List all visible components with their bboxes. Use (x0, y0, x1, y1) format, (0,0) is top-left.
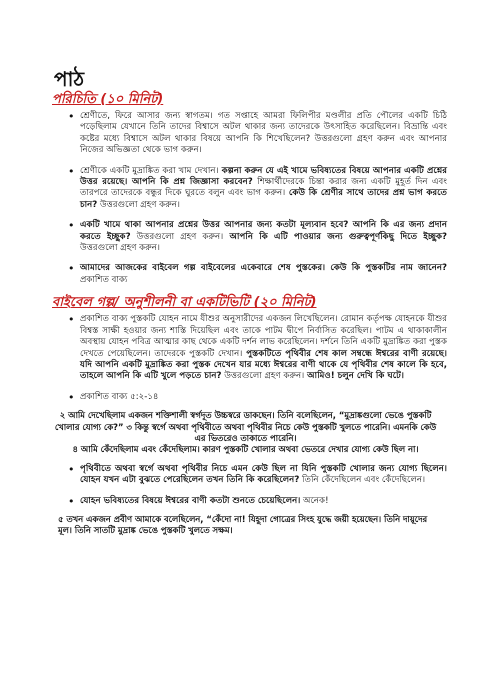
verse-number: ২ (59, 410, 66, 421)
item-text: শ্রেণীতে, ফিরে আসার জন্য স্বাগতম। গত সপ্তাহে আমরা ফিলিপীর মণ্ডলীর প্রতি পৌলের একটি চিঠি পড়েছিলাম যেখানে তিনি তাদের বিশ্বাসে অটল থাকার জন্য তাদেরকে উৎসাহিত করেছিলেন। বিভ্রান্তি এবং কষ্টের মধ্যে বিশ্বাসে অটল থাকার বিষয়ে আপনি কি শিখেছিলেন? (80, 111, 447, 144)
item-text: শ্রেণীকে একটি মুদ্রাঙ্কিত করা খাম দেখান। (80, 165, 219, 176)
verse-number: ৫ (58, 513, 64, 524)
verse-number: ৪ (72, 444, 78, 455)
section-heading-intro: পরিচিতি (১০ মিনিট) (52, 92, 164, 107)
verse-text: আমি দেখেছিলাম একজন শক্তিশালী স্বর্গদূত উচ্চস্বরে ডাকছেন। তিনি বলেছিলেন, “মুদ্রাঙ্কগুলো ভেঙে পুস্তকটি খোলার যোগ্য কে?” (54, 410, 432, 432)
item-text: উত্তরগুলো গ্রহণ করুন। (221, 371, 305, 382)
item-bold-text: পৃথিবীতে অথবা স্বর্গে অথবা পৃথিবীর নিচে এমন কেউ ছিল না যিনি পুস্তকটি খোলার জন্য যোগ্য ছিলেন। যোহন যখন এটা বুঝতে পেরেছিলেন তখন তিনি কি করেছিলেন? (80, 463, 447, 486)
verse-block-2-3 (50, 410, 441, 456)
verse-text: তখন একজন প্রবীণ আমাকে বলেছিলেন, “কেঁদো না! যিহূদা গোত্রের সিংহ যুদ্ধে জয়ী হয়েছেন। তিনি দায়ূদের মূল। তিনি সাতটি মুদ্রাঙ্ক ভেঙে পুস্তকটি খুলতে সক্ষম। (58, 513, 428, 536)
item-text: প্রকাশিত বাক্য পুস্তকটি যোহন নামে যীশুর অনুসারীদের একজন লিখেছিলেন। রোমান কর্তৃপক্ষ যোহনকে যীশুর বিশ্বস্ত সাক্ষী হওয়ার জন্য শাস্তি দিয়েছিল এবং তাকে পাটম দ্বীপে নির্বাসিত করেছিল। পাটম এ থাকাকালীন অবস্থায় যোহন পবিত্র আত্মার কাছ থেকে একটি দর্শন লাভ করেছিলেন। দর্শনে তিনি একটি মুদ্রাঙ্কিত করা পুস্তক দেখতে পেয়েছিলেন। (80, 314, 447, 359)
list-item (80, 314, 447, 382)
verse-text: কিন্তু স্বর্গে অথবা পৃথিবীতে অথবা পৃথিবীর নিচে কেউ পুস্তকটি খুলতে পারেনি। এমনকি কেউ এর ভিতরেও তাকাতে পারেনি। (131, 421, 437, 443)
item-text: শিক্ষার্থীদেরকে চিন্তা করার জন্য একটি মুহূর্ত দিন এবং তারপরে তাদেরকে বন্ধুর দিকে ঘুরতে বলুন এবং ভাগ করুন। (80, 177, 447, 199)
page-title: পাঠ (54, 67, 85, 91)
list-item (80, 166, 447, 212)
list-item (80, 464, 447, 487)
item-text: উত্তরগুলো গ্রহণ করুন। (130, 231, 224, 242)
item-text: প্রকাশিত বাক্য (80, 274, 128, 285)
item-text: তাদেরকে পুস্তকটি দেখান। (150, 348, 243, 359)
item-bold-text: যোহন ভবিষ্যতের বিষয়ে ঈশ্বরের বাণী কতটা শুনতে চেয়েছিলেন। (80, 495, 301, 506)
verse-number: ৩ (126, 421, 132, 432)
intro-list (50, 111, 447, 286)
item-bold-text: একটি খামে থাকা আপনার প্রশ্নের উত্তর আপনার জন্য কতটা মূল্যবান হবে? (80, 220, 349, 231)
item-bold-text: কল্পনা করুন যে এই খামে ভবিষ্যতের বিষয়ে আপনার একটি প্রশ্নের উত্তর রয়েছে। আপনি কি প্রশ্ন জিজ্ঞাসা করবেন? (80, 165, 447, 188)
list-item (80, 220, 447, 254)
item-bold-text: আমাদের আজকের বাইবেল গল্প বাইবেলের একেবারে শেষ পুস্তকের। কেউ কি পুস্তকটির নাম জানেন? (80, 263, 447, 274)
item-bold-text: আপনি কি এর জন্য প্রদান করতে ইচ্ছুক? (80, 220, 447, 242)
item-bold-text: আপনি কি এটি পাওয়ার জন্য গুরুত্বপূর্ণকিছু দিতে ইচ্ছুক? (223, 231, 447, 242)
item-text: উত্তরগুলো গ্রহণ করুন। (80, 243, 160, 254)
list-item (80, 496, 447, 507)
item-text: অনেক! (300, 495, 329, 506)
list-item (80, 263, 447, 286)
item-bold-text: কেউ কি শ্রেণীর সাথে তাদের প্রশ্ন ভাগ করতে চান? (80, 188, 447, 210)
item-text: তিনি কেঁদেছিলেন এবং কেঁদেছিলেন। (299, 475, 426, 486)
verse-block-5 (50, 514, 441, 537)
list-item (80, 111, 447, 157)
item-text: উত্তরগুলো গ্রহণ করুন এবং আপনার নিজের অভিজ্ঞতা থেকে ভাগ করুন। (80, 133, 447, 156)
item-bold-text: পুস্তকটিতে পৃথিবীর শেষ কাল সম্বন্ধে ঈশ্বরের বাণী রয়েছে। যদি আপনি একটি মুদ্রাঙ্কিত করা পুস্তক দেখেন যার মধ্যে ঈশ্বরের বাণী থাকে যে পৃথিবীর শেষ কালে কি হবে, তাহলে আপনি কি এটি খুলে পড়তে চান? (80, 348, 447, 382)
scripture-reference: প্রকাশিত বাক্য ৫:২-১৪ (80, 391, 159, 402)
story-list (50, 314, 447, 403)
verse-text: আমি কেঁদেছিলাম এবং কেঁদেছিলাম। কারণ পুস্তকটি খোলার অথবা ভেতরে দেখার যোগ্য কেউ ছিল না। (77, 444, 419, 455)
story-list-2 (50, 464, 447, 507)
item-text: উত্তরগুলো গ্রহণ করুন। (97, 199, 180, 210)
list-item (80, 392, 447, 403)
item-bold-text: আমিও! চলুন দেখি কি ঘটে। (304, 371, 404, 382)
section-heading-story: বাইবেল গল্প/ অনুশীলনী বা একটিভিটি (২০ মিনিট) (52, 295, 317, 311)
